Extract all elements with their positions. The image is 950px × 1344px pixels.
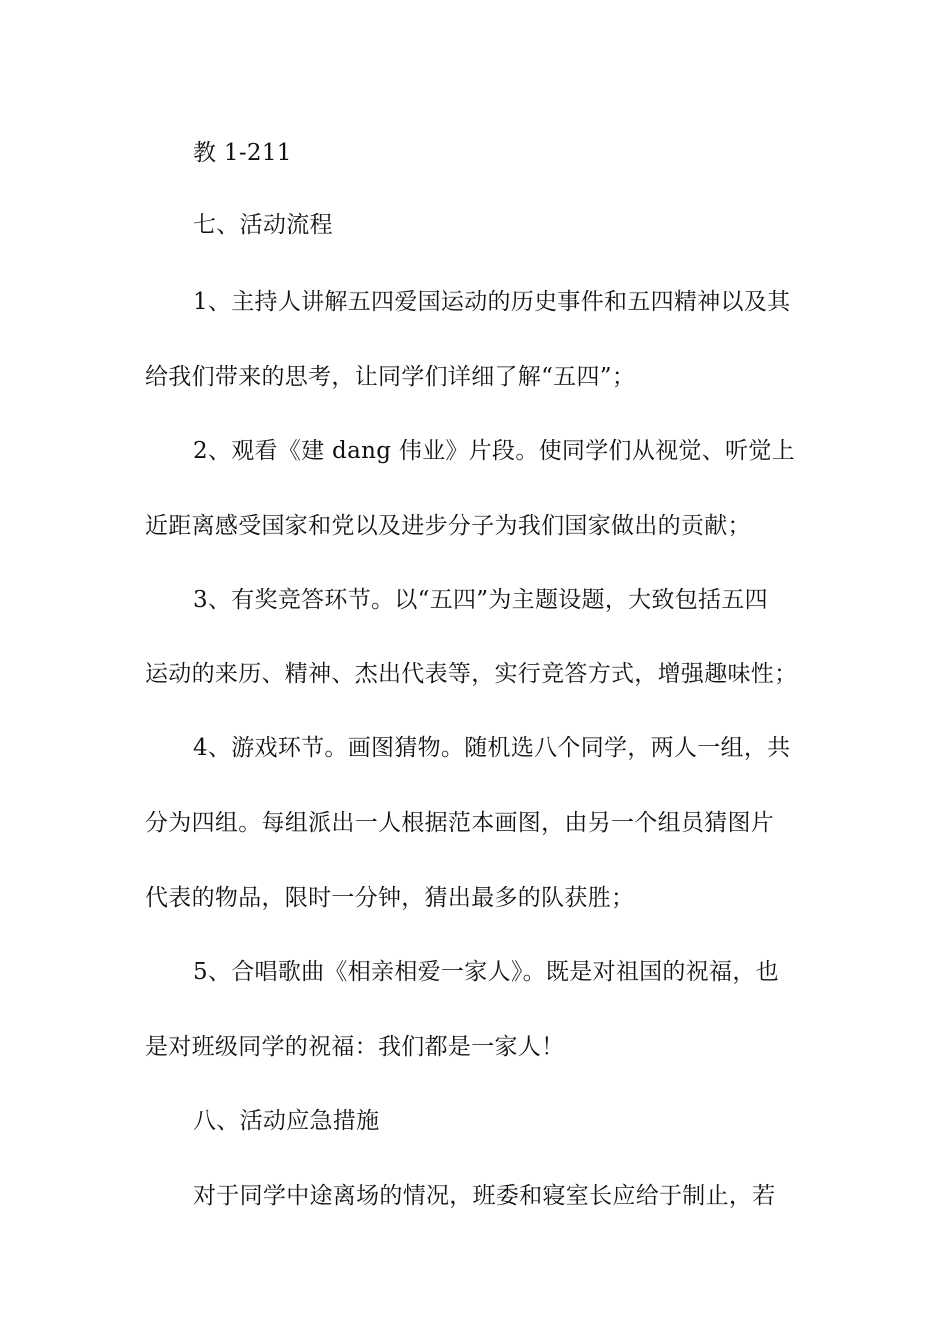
section-heading-emergency-measures: 八、活动应急措施	[193, 1108, 380, 1134]
paragraph-line: 近距离感受国家和党以及进步分子为我们国家做出的贡献；	[145, 513, 751, 539]
paragraph-line: 4、游戏环节。画图猜物。随机选八个同学，两人一组，共	[193, 735, 791, 761]
paragraph-line: 分为四组。每组派出一人根据范本画图，由另一个组员猜图片	[145, 810, 775, 836]
paragraph-line: 1、主持人讲解五四爱国运动的历史事件和五四精神以及其	[193, 289, 791, 315]
section-heading-activity-flow: 七、活动流程	[193, 212, 333, 238]
paragraph-line: 给我们带来的思考，让同学们详细了解“五四”；	[145, 364, 636, 390]
paragraph-line: 3、有奖竞答环节。以“五四”为主题设题，大致包括五四	[193, 587, 768, 613]
paragraph-line: 运动的来历、精神、杰出代表等，实行竞答方式，增强趣味性；	[145, 661, 798, 687]
paragraph-line: 2、观看《建 dang 伟业》片段。使同学们从视觉、听觉上	[193, 438, 795, 464]
paragraph-line: 代表的物品，限时一分钟，猜出最多的队获胜；	[145, 885, 635, 911]
room-line: 教 1-211	[193, 140, 292, 166]
paragraph-line: 是对班级同学的祝福：我们都是一家人！	[145, 1034, 565, 1060]
paragraph-line: 对于同学中途离场的情况，班委和寝室长应给于制止，若	[193, 1183, 776, 1209]
paragraph-line: 5、合唱歌曲《相亲相爱一家人》。既是对祖国的祝福，也	[193, 959, 779, 985]
